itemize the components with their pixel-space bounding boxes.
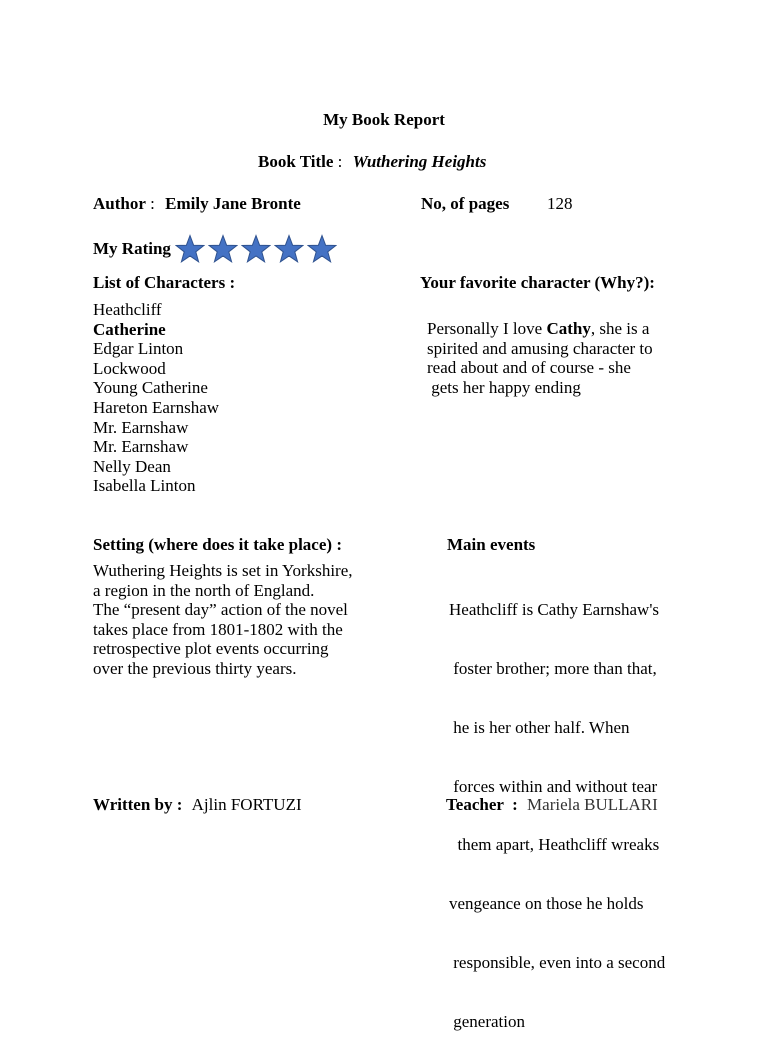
- events-line: forces within and without tear: [449, 776, 658, 796]
- favorite-line-text: , she is a: [590, 319, 650, 338]
- rating-label: My Rating: [93, 239, 171, 258]
- author-line: [93, 194, 301, 214]
- setting-line: takes place from 1801-1802 with the: [93, 619, 343, 639]
- book-title-colon: :: [337, 152, 343, 171]
- star-icon: [208, 234, 238, 264]
- characters-list: [93, 300, 219, 496]
- book-title-line: [258, 152, 486, 172]
- list-item: Nelly Dean: [93, 456, 171, 476]
- events-line: vengeance on those he holds: [449, 894, 644, 914]
- teacher-label: Teacher :: [446, 795, 518, 814]
- setting-heading: Setting (where does it take place) :: [93, 535, 342, 554]
- events-heading: Main events: [447, 535, 536, 554]
- report-title: My Book Report: [323, 110, 445, 129]
- favorite-line: [427, 319, 653, 339]
- list-item: Lockwood: [93, 358, 166, 378]
- written-by-label: Written by :: [93, 795, 183, 814]
- list-item: Edgar Linton: [93, 339, 184, 359]
- written-by-line: [93, 795, 302, 815]
- book-title-value: Wuthering Heights: [352, 152, 487, 171]
- favorite-line: gets her happy ending: [427, 377, 581, 397]
- list-item: Catherine: [93, 319, 166, 339]
- favorite-heading: Your favorite character (Why?):: [420, 273, 655, 292]
- author-colon: :: [150, 194, 155, 213]
- list-item: Hareton Earnshaw: [93, 397, 220, 417]
- star-icon: [241, 234, 271, 264]
- events-line: them apart, Heathcliff wreaks: [449, 835, 660, 855]
- list-item: Mr. Earnshaw: [93, 437, 189, 457]
- favorite-line-text: Personally I love: [427, 319, 547, 338]
- events-line: he is her other half. When: [449, 717, 630, 737]
- events-line: Heathcliff is Cathy Earnshaw's: [449, 600, 660, 620]
- rating-stars: [175, 234, 340, 264]
- setting-line: The “present day” action of the novel: [93, 600, 348, 620]
- author-label: Author: [93, 194, 146, 213]
- characters-heading: List of Characters :: [93, 273, 236, 292]
- list-item: Isabella Linton: [93, 476, 196, 496]
- setting-line: over the previous thirty years.: [93, 658, 297, 678]
- setting-text: [93, 561, 353, 679]
- events-line: generation: [449, 1011, 525, 1031]
- favorite-line: spirited and amusing character to: [427, 338, 653, 358]
- list-item: Heathcliff: [93, 300, 162, 319]
- rating-line: [93, 234, 340, 264]
- written-by-value: Ajlin FORTUZI: [191, 795, 302, 814]
- pages-value: 128: [547, 194, 573, 213]
- author-value: Emily Jane Bronte: [165, 194, 301, 213]
- favorite-character-name: Cathy: [546, 319, 591, 338]
- star-icon: [175, 234, 205, 264]
- setting-line: Wuthering Heights is set in Yorkshire,: [93, 561, 353, 580]
- pages-label: No, of pages: [421, 194, 510, 213]
- events-line: responsible, even into a second: [449, 952, 666, 972]
- star-icon: [307, 234, 337, 264]
- teacher-value: Mariela BULLARI: [527, 795, 658, 814]
- favorite-line: read about and of course - she: [427, 358, 631, 378]
- favorite-explanation: [427, 319, 653, 397]
- star-icon: [274, 234, 304, 264]
- events-line: foster brother; more than that,: [449, 658, 657, 678]
- teacher-line: [446, 795, 658, 815]
- book-title-label: Book Title: [258, 152, 334, 171]
- list-item: Young Catherine: [93, 378, 208, 398]
- setting-line: a region in the north of England.: [93, 580, 315, 600]
- setting-line: retrospective plot events occurring: [93, 639, 329, 659]
- list-item: Mr. Earnshaw: [93, 417, 189, 437]
